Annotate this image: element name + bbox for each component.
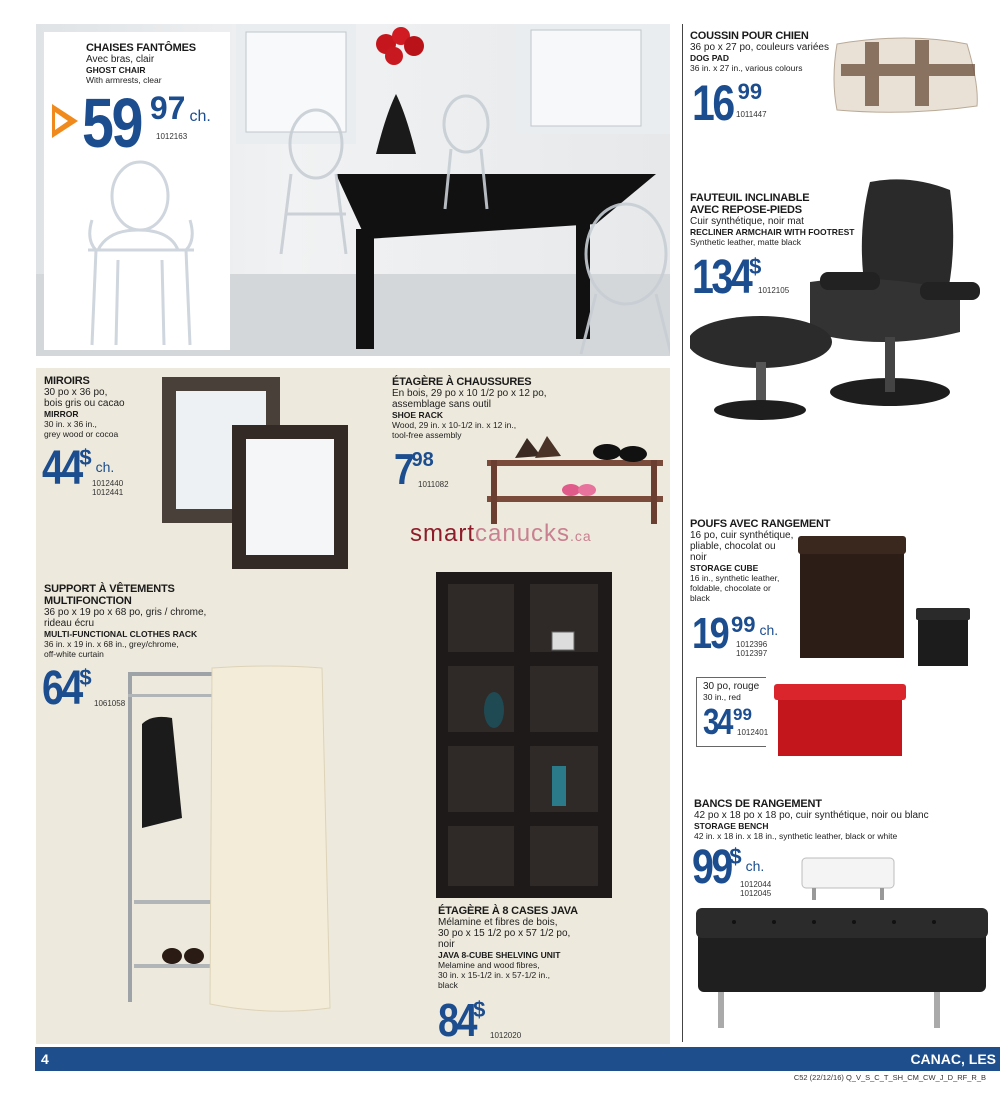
watermark (410, 520, 592, 548)
price-sign: $ (749, 254, 762, 279)
price-unit: ch. (95, 459, 115, 475)
dog-pad-image (825, 30, 985, 120)
product-description-en-line2: grey wood or cocoa (44, 429, 119, 439)
product-description-en: Melamine and wood fibres, (438, 960, 540, 970)
recliner-image (690, 172, 990, 442)
price-dollars: 7 (394, 445, 412, 494)
product-description: Mélamine et fibres de bois, (438, 917, 558, 928)
product-title-en: DOG PAD (690, 53, 730, 63)
product-sku-2: 1012045 (740, 889, 772, 898)
product-title: MIROIRS (44, 375, 90, 387)
storage-cube-image (796, 532, 976, 672)
price-sign: $ (79, 445, 92, 470)
product-description-en: 36 in. x 19 in. x 68 in., grey/chrome, (44, 639, 179, 649)
price-dollars: 34 (703, 701, 731, 742)
right-column-divider (682, 24, 683, 1042)
product-title-en: STORAGE CUBE (690, 563, 759, 573)
price-cents: 97 (149, 90, 186, 126)
recliner-section (690, 192, 995, 462)
price-dollars: 99 (692, 841, 731, 894)
product-sku: 1012020 (490, 1031, 522, 1040)
price-sign: $ (729, 844, 742, 869)
product-title: CHAISES FANTÔMES (86, 42, 196, 54)
price-dollars: 16 (692, 75, 733, 131)
product-title-line2: MULTIFONCTION (44, 595, 132, 607)
product-description-line2: pliable, chocolat ou (690, 541, 776, 552)
product-description-en-line3: black (690, 593, 710, 603)
product-title-en: STORAGE BENCH (694, 821, 769, 831)
product-title: COUSSIN POUR CHIEN (690, 30, 809, 42)
product-description-en: Synthetic leather, matte black (690, 237, 802, 247)
ghost-chair-inset (44, 32, 230, 350)
product-description-en: 42 in. x 18 in. x 18 in., synthetic leather, black or white (694, 831, 898, 841)
price-unit: ch. (759, 622, 779, 638)
product-description: Avec bras, clair (86, 54, 155, 65)
product-sku: 1011082 (418, 480, 449, 489)
product-description-line3: noir (438, 939, 455, 950)
price-cents: 98 (411, 449, 434, 471)
watermark-part3: .ca (570, 528, 592, 544)
dog-pad-section (690, 30, 995, 170)
red-bench-image (770, 676, 910, 760)
price (42, 662, 92, 715)
product-description-en-line2: foldable, chocolate or (690, 583, 771, 593)
white-bench-image (798, 854, 898, 904)
mirror-image (162, 377, 362, 577)
product-description: 36 po x 27 po, couleurs variées (690, 42, 829, 53)
variant-description-en: 30 in., red (703, 692, 741, 702)
shoe-rack-image (485, 430, 665, 530)
product-description: 36 po x 19 po x 68 po, gris / chrome, (44, 607, 207, 618)
mirror-section (44, 375, 354, 575)
price-dollars: 44 (42, 442, 81, 495)
red-cube-box (696, 677, 769, 747)
price-unit: ch. (745, 858, 765, 874)
product-description-en: 16 in., synthetic leather, (690, 573, 780, 583)
product-description-line2: bois gris ou cacao (44, 398, 125, 409)
product-title-en: JAVA 8-CUBE SHELVING UNIT (438, 950, 561, 960)
print-code: C52 (22/12/16) Q_V_S_C_T_SH_CM_CW_J_D_RF_R_B (793, 1073, 986, 1082)
price-sign: $ (79, 665, 92, 690)
price-cents: 99 (737, 79, 763, 104)
product-title-en: MULTI-FUNCTIONAL CLOTHES RACK (44, 629, 198, 639)
watermark-part1: smart (410, 520, 475, 547)
product-sku-2: 1012441 (92, 488, 124, 497)
product-description-en: Wood, 29 in. x 10-1/2 in. x 12 in., (392, 420, 517, 430)
price-cents: 99 (733, 705, 752, 724)
product-description-en-line3: black (438, 980, 458, 990)
product-description-en-line2: 30 in. x 15-1/2 in. x 57-1/2 in., (438, 970, 550, 980)
product-description: Cuir synthétique, noir mat (690, 216, 804, 227)
product-sku: 1012105 (758, 286, 790, 295)
product-description-line3: noir (690, 552, 707, 563)
store-brand: CANAC, LES (910, 1051, 996, 1067)
price-dollars: 134 (692, 251, 751, 304)
product-description-line2: rideau écru (44, 618, 95, 629)
product-description: 16 po, cuir synthétique, (690, 530, 794, 541)
clothes-rack-image (124, 664, 334, 1014)
page-footer-bar (35, 1047, 1000, 1071)
product-description-en-line2: off-white curtain (44, 649, 104, 659)
product-description-en: With armrests, clear (86, 75, 162, 85)
price (692, 75, 763, 131)
price (438, 994, 486, 1046)
java-shelf-section (438, 905, 670, 1045)
page-number: 4 (41, 1051, 49, 1067)
product-sku: 1012440 (92, 479, 124, 488)
product-description-en: 36 in. x 27 in., various colours (690, 63, 803, 73)
price-sign: $ (473, 997, 486, 1022)
product-title: SUPPORT À VÊTEMENTS (44, 583, 175, 595)
price (82, 84, 211, 162)
price-dollars: 84 (438, 994, 476, 1046)
product-sku-2: 1012397 (736, 649, 768, 658)
product-sku: 1012401 (737, 728, 769, 737)
product-title: ÉTAGÈRE À 8 CASES JAVA (438, 905, 578, 917)
play-arrow-icon-inner (55, 112, 68, 130)
product-sku: 1061058 (94, 699, 126, 708)
product-title: ÉTAGÈRE À CHAUSSURES (392, 376, 532, 388)
product-title-en: MIRROR (44, 409, 79, 419)
product-sku: 1012044 (740, 880, 772, 889)
product-title: BANCS DE RANGEMENT (694, 798, 822, 810)
product-description-en-line2: tool-free assembly (392, 430, 462, 440)
variant-description: 30 po, rouge (703, 681, 760, 692)
product-title: FAUTEUIL INCLINABLE (690, 192, 810, 204)
storage-bench-section (694, 798, 999, 1038)
price-unit: ch. (189, 108, 211, 125)
product-description: 42 po x 18 po x 18 po, cuir synthétique, noir ou blanc (694, 810, 929, 821)
product-title-en: GHOST CHAIR (86, 65, 146, 75)
product-title: POUFS AVEC RANGEMENT (690, 518, 831, 530)
ghost-chair-image (78, 160, 198, 350)
price-dollars: 64 (42, 662, 81, 715)
product-description-en: 30 in. x 36 in., (44, 419, 97, 429)
product-title-line2: AVEC REPOSE-PIEDS (690, 204, 802, 216)
price-cents: 99 (730, 612, 756, 637)
price-dollars: 59 (82, 84, 141, 162)
product-sku: 1012396 (736, 640, 768, 649)
storage-cube-section (690, 518, 995, 678)
product-description-line2: assemblage sans outil (392, 399, 491, 410)
price-dollars: 19 (692, 609, 728, 658)
watermark-part2: canucks (475, 520, 571, 547)
product-sku: 1011447 (736, 110, 767, 119)
product-sku: 1012163 (156, 132, 188, 141)
product-description-line2: 30 po x 15 1/2 po x 57 1/2 po, (438, 928, 571, 939)
product-title-en: SHOE RACK (392, 410, 444, 420)
black-bench-image (694, 906, 994, 1036)
product-description: 30 po x 36 po, (44, 387, 108, 398)
java-shelf-image (434, 570, 614, 900)
product-description: En bois, 29 po x 10 1/2 po x 12 po, (392, 388, 547, 399)
product-title-en: RECLINER ARMCHAIR WITH FOOTREST (690, 227, 855, 237)
